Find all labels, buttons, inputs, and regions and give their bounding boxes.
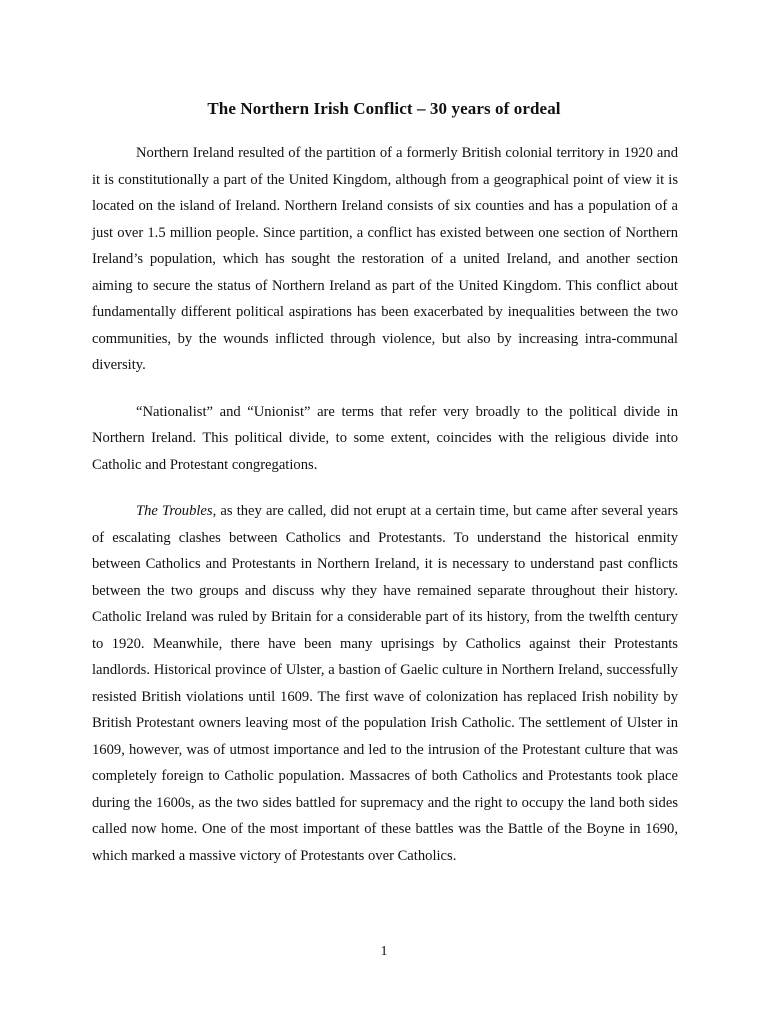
paragraph-3-text: , as they are called, did not erupt at a certain time, but came after several years of escalating clashes between Catholics and Protestants. To understand the historical enmity between Catholics and Protestants in Northern Ireland, it is necessary to understand past conflicts between the two groups and discuss why they have remained separate throughout their history. Catholic Ireland was ruled by Britain for a considerable part of its history, from the twelfth century to 1920. Meanwhile, there have been many uprisings by Catholics against their Protestants landlords. Historical province of Ulster, a bastion of Gaelic culture in Northern Ireland, successfully resisted British violations until 1609. The first wave of colonization has replaced Irish nobility by British Protestant owners leaving most of the population Irish Catholic. The settlement of Ulster in 1609, however, was of utmost importance and led to the intrusion of the Protestant culture that was completely foreign to Catholic population. Massacres of both Catholics and Protestants took place during the 1600s, as the two sides battled for supremacy and the right to occupy the land both sides called now home. One of the most important of these battles was the Battle of the Boyne in 1690, which marked a massive victory of Protestants over Catholics. [92,503,678,864]
paragraph-3 [92,498,678,869]
document-title: The Northern Irish Conflict – 30 years of ordeal [207,99,561,118]
page-number: 1 [380,944,388,959]
paragraph-2: “Nationalist” and “Unionist” are terms that refer very broadly to the political divide in Northern Ireland. This political divide, to some extent, coincides with the religious divide into Catholic and Protestant congregations. [92,403,678,473]
paragraph-1: Northern Ireland resulted of the partition of a formerly British colonial territory in 1920 and it is constitutionally a part of the United Kingdom, although from a geographical point of view it is located on the island of Ireland. Northern Ireland consists of six counties and has a population of a just over 1.5 million people. Since partition, a conflict has existed between one section of Northern Ireland’s population, which has sought the restoration of a united Ireland, and another section aiming to secure the status of Northern Ireland as part of the United Kingdom. This conflict about fundamentally different political aspirations has been exacerbated by inequalities between the two communities, by the wounds inflicted through violence, but also by increasing intra-communal diversity. [92,145,678,373]
document-body [92,140,678,889]
italic-term-the-troubles: The Troubles [136,503,213,519]
